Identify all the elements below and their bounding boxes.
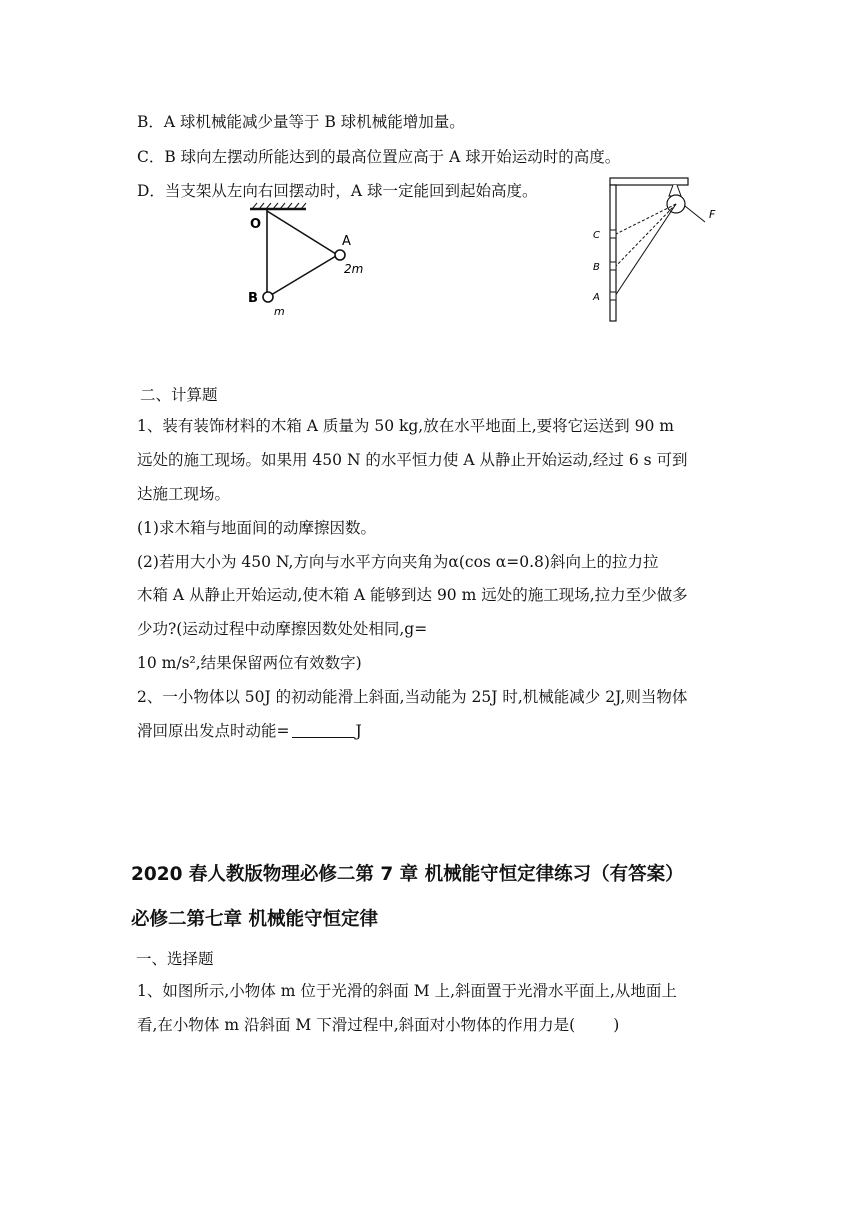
label-mass-a: 2m <box>344 262 364 276</box>
calc-q2-text: 滑回原出发点时动能= <box>137 722 290 740</box>
calc-q1-line: 达施工现场。 <box>137 485 231 503</box>
choice-q1-line1: 1、如图所示,小物体 m 位于光滑的斜面 M 上,斜面置于光滑水平面上,从地面上 <box>137 982 677 1000</box>
figure-pendulum-support <box>240 200 380 320</box>
calc-q1-line: (1)求木箱与地面间的动摩擦因数。 <box>137 519 376 537</box>
label-a: A <box>593 292 600 303</box>
figure-pulley-pole <box>585 174 730 326</box>
section-title-calculation: 二、计算题 <box>140 386 218 404</box>
calc-q2-line2 <box>137 721 362 741</box>
chapter-title: 必修二第七章 机械能守恒定律 <box>131 909 378 930</box>
label-b: B <box>593 262 600 273</box>
calc-q1-line: 10 m/s²,结果保留两位有效数字) <box>137 654 362 672</box>
option-d: D．当支架从左向右回摆动时，A 球一定能回到起始高度。 <box>137 182 538 200</box>
document-title: 2020 春人教版物理必修二第 7 章 机械能守恒定律练习（有答案） <box>131 864 684 885</box>
label-b: B <box>248 291 258 306</box>
ball-b <box>263 292 273 302</box>
calc-q1-line: 木箱 A 从静止开始运动,使木箱 A 能够到达 90 m 远处的施工现场,拉力至少做多 <box>137 586 688 604</box>
label-f: F <box>709 208 716 221</box>
section-title-choice: 一、选择题 <box>136 950 214 968</box>
choice-q1-line2 <box>137 1015 619 1035</box>
calc-q1-line: 1、装有装饰材料的木箱 A 质量为 50 kg,放在水平地面上,要将它运送到 90 m <box>137 417 674 435</box>
option-c: C．B 球向左摆动所能达到的最高位置应高于 A 球开始运动时的高度。 <box>137 148 621 166</box>
block-a <box>610 292 616 300</box>
option-b: B．A 球机械能减少量等于 B 球机械能增加量。 <box>137 113 465 131</box>
label-mass-b: m <box>274 305 285 318</box>
ball-a <box>335 250 345 260</box>
choice-q1-text: 看,在小物体 m 沿斜面 M 下滑过程中,斜面对小物体的作用力是( <box>137 1016 576 1034</box>
label-c: C <box>593 230 600 241</box>
calc-q1-line: (2)若用大小为 450 N,方向与水平方向夹角为α(cos α=0.8)斜向上的拉力拉 <box>137 553 659 571</box>
choice-q1-close-paren: ) <box>613 1016 620 1034</box>
answer-blank <box>292 737 354 738</box>
block-c <box>610 230 616 238</box>
calc-q2-line1: 2、一小物体以 50J 的初动能滑上斜面,当动能为 25J 时,机械能减少 2J,则当物体 <box>137 688 688 706</box>
calc-q2-unit: J <box>355 722 362 740</box>
block-b <box>610 262 616 270</box>
calc-q1-line: 远处的施工现场。如果用 450 N 的水平恒力使 A 从静止开始运动,经过 6 s 可到 <box>137 451 688 469</box>
label-a: A <box>342 234 351 249</box>
label-o: O <box>250 217 262 232</box>
calc-q1-line: 少功?(运动过程中动摩擦因数处处相同,g= <box>137 620 428 638</box>
